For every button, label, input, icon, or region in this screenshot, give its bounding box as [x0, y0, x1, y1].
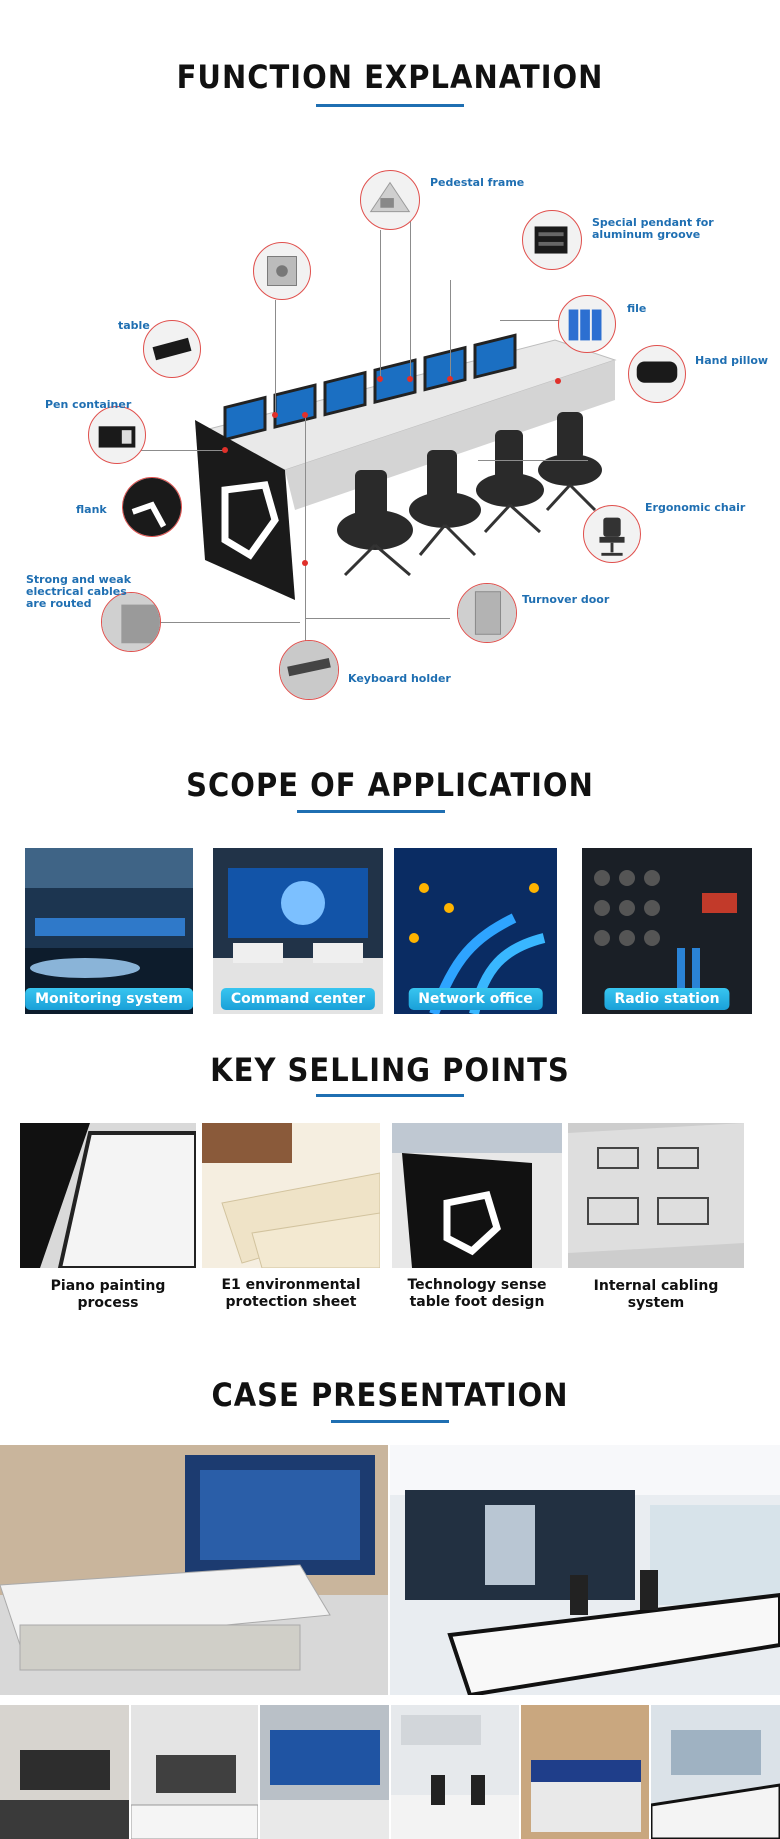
case-photo-large-1	[0, 1445, 388, 1695]
label-pen-container: Pen container	[45, 398, 132, 411]
marker-dot	[272, 412, 278, 418]
pen-container-callout	[88, 406, 146, 464]
marker-dot	[222, 447, 228, 453]
file-callout	[558, 295, 616, 353]
marker-dot	[302, 560, 308, 566]
label-flank: flank	[76, 503, 107, 516]
selling-caption-foot: Technology sense table foot design	[407, 1277, 547, 1310]
selling-title-underline	[316, 1094, 464, 1097]
leader-line	[305, 415, 306, 645]
selling-card-e1	[202, 1123, 380, 1268]
label-special-pendant: Special pendant for aluminum groove	[592, 216, 714, 241]
scope-tag-network: Network office	[408, 988, 543, 1010]
selling-card-piano	[20, 1123, 196, 1268]
scope-card-command	[213, 848, 383, 1014]
scope-card-network	[394, 848, 557, 1014]
case-title: CASE PRESENTATION	[211, 1376, 569, 1414]
selling-caption-e1: E1 environmental protection sheet	[221, 1277, 361, 1310]
label-hand-pillow: Hand pillow	[695, 354, 769, 367]
selling-title: KEY SELLING POINTS	[210, 1051, 570, 1089]
scope-title-underline	[297, 810, 445, 813]
case-photo-small-5	[521, 1705, 649, 1839]
flank-callout	[122, 477, 182, 537]
bracket-callout	[253, 242, 311, 300]
label-pedestal-frame: Pedestal frame	[430, 176, 525, 189]
marker-dot	[377, 376, 383, 382]
scope-tag-command: Command center	[221, 988, 375, 1010]
case-photo-small-2	[131, 1705, 258, 1839]
case-photo-small-4	[391, 1705, 519, 1839]
selling-caption-piano: Piano painting process	[50, 1278, 166, 1311]
label-keyboard-holder: Keyboard holder	[348, 672, 451, 685]
case-photo-small-1	[0, 1705, 129, 1839]
chair-callout	[583, 505, 641, 563]
leader-line	[140, 450, 225, 451]
leader-line	[450, 280, 451, 380]
table-callout	[143, 320, 201, 378]
scope-tag-radio: Radio station	[604, 988, 729, 1010]
scope-tag-monitoring: Monitoring system	[25, 988, 193, 1010]
leader-line	[305, 618, 450, 619]
keyboard-holder-callout	[279, 640, 339, 700]
scope-title: SCOPE OF APPLICATION	[186, 766, 594, 804]
case-title-underline	[331, 1420, 449, 1423]
scope-card-radio	[582, 848, 752, 1014]
label-ergonomic-chair: Ergonomic chair	[645, 501, 746, 514]
function-title: FUNCTION EXPLANATION	[176, 58, 604, 96]
pendant-callout	[522, 210, 582, 270]
leader-line	[380, 230, 381, 380]
marker-dot	[447, 376, 453, 382]
leader-line	[150, 622, 300, 623]
pedestal-frame-callout	[360, 170, 420, 230]
case-photo-small-3	[260, 1705, 389, 1839]
leader-line	[410, 200, 411, 380]
leader-line	[275, 300, 276, 415]
label-table: table	[118, 319, 150, 332]
marker-dot	[302, 412, 308, 418]
selling-caption-cabling: Internal cabling system	[593, 1278, 719, 1311]
hand-pillow-callout	[628, 345, 686, 403]
label-cables: Strong and weak electrical cables are routed	[26, 573, 132, 610]
function-title-underline	[316, 104, 464, 107]
case-photo-small-6	[651, 1705, 780, 1839]
case-photo-large-2	[390, 1445, 780, 1695]
scope-card-monitoring	[25, 848, 193, 1014]
label-turnover-door: Turnover door	[522, 593, 610, 606]
marker-dot	[407, 376, 413, 382]
marker-dot	[555, 378, 561, 384]
selling-card-cabling	[568, 1123, 744, 1268]
leader-line	[478, 460, 588, 461]
function-diagram	[0, 150, 780, 710]
selling-card-foot	[392, 1123, 562, 1268]
label-file: file	[627, 302, 647, 315]
turnover-door-callout	[457, 583, 517, 643]
